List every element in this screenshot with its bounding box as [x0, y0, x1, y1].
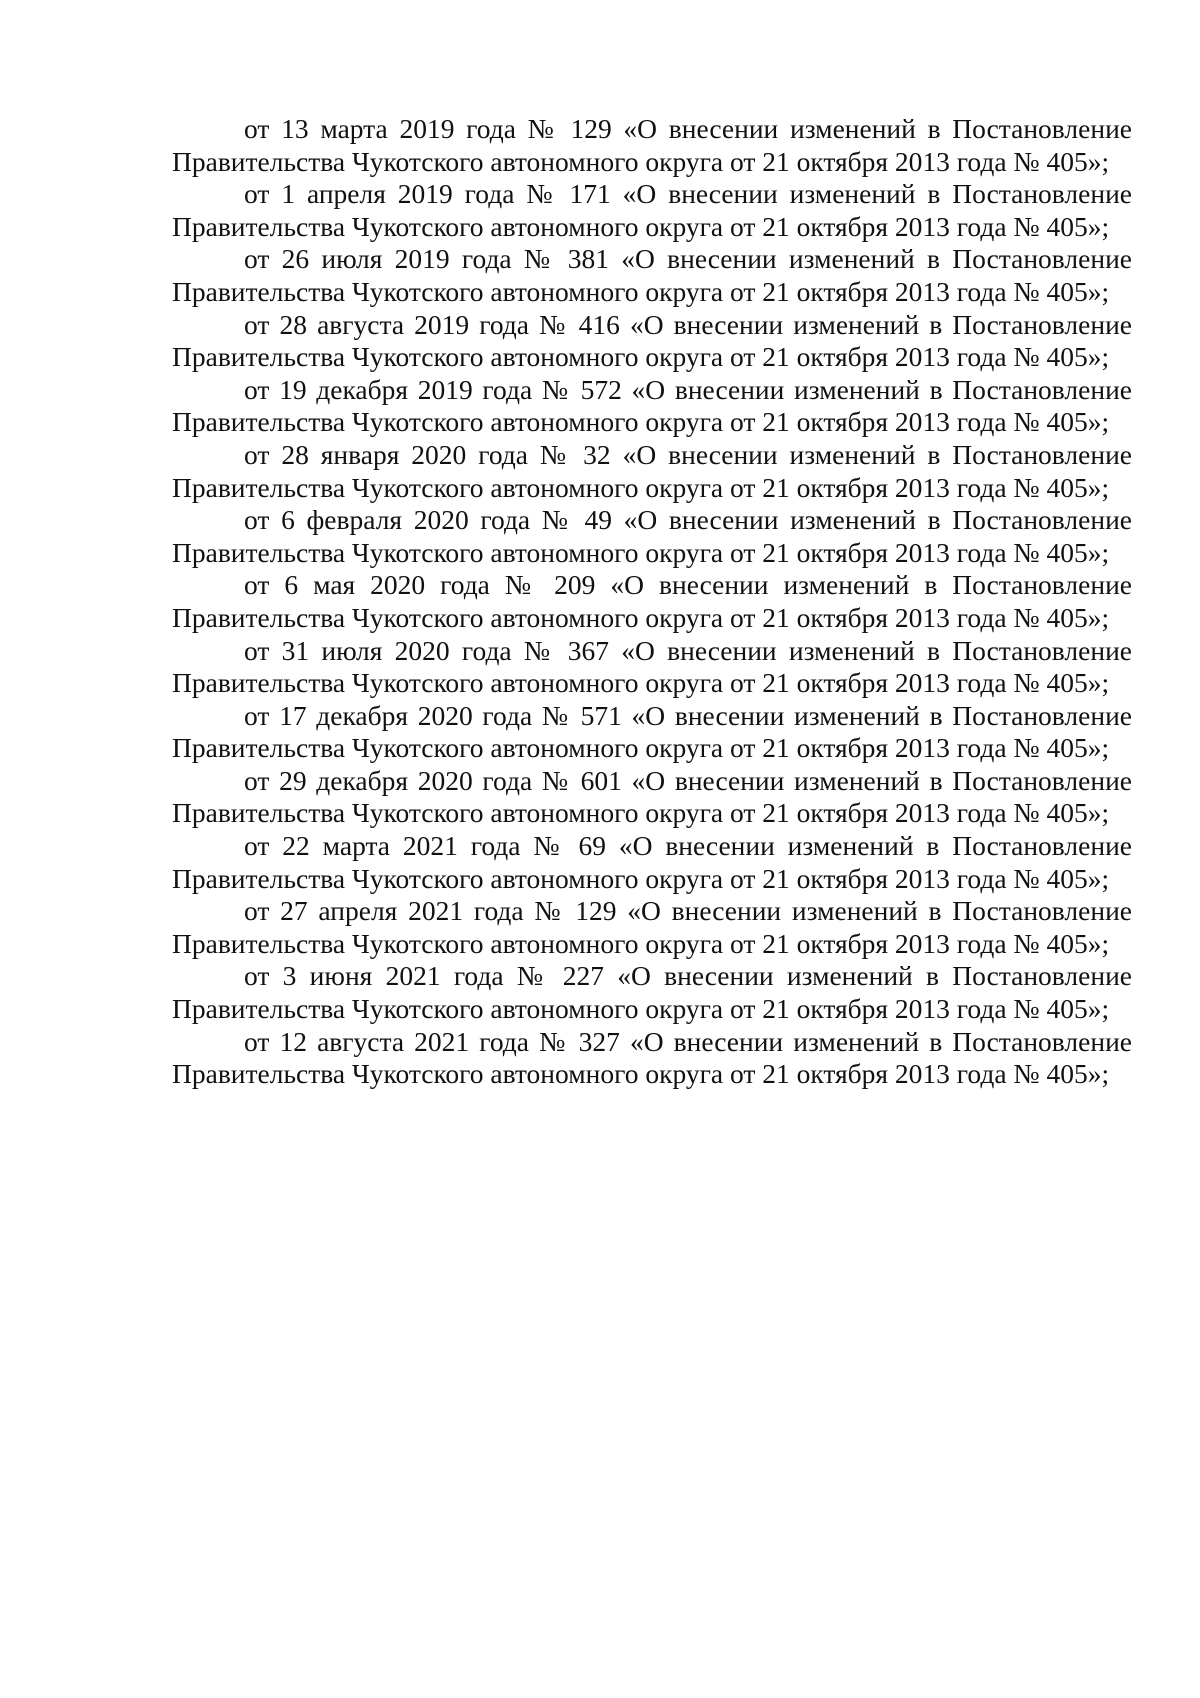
- list-item: от 28 января 2020 года № 32 «О внесении изменений в Постановление Правительства Чукотского автономного округа от 21 октября 2013 года № 405»;: [172, 438, 1132, 503]
- list-item: от 3 июня 2021 года № 227 «О внесении изменений в Постановление Правительства Чукотского автономного округа от 21 октября 2013 года № 405»;: [172, 960, 1132, 1025]
- list-item: от 1 апреля 2019 года № 171 «О внесении изменений в Постановление Правительства Чукотского автономного округа от 21 октября 2013 года № 405»;: [172, 178, 1132, 242]
- list-item: от 27 апреля 2021 года № 129 «О внесении изменений в Постановление Правительства Чукотского автономного округа от 21 октября 2013 года № 405»;: [172, 895, 1132, 959]
- amendments-list: [172, 113, 1132, 1091]
- list-item: от 19 декабря 2019 года № 572 «О внесении изменений в Постановление Правительства Чукотского автономного округа от 21 октября 2013 года № 405»;: [172, 373, 1132, 438]
- list-item: от 6 февраля 2020 года № 49 «О внесении изменений в Постановление Правительства Чукотского автономного округа от 21 октября 2013 года № 405»;: [172, 504, 1132, 568]
- list-item: от 29 декабря 2020 года № 601 «О внесении изменений в Постановление Правительства Чукотского автономного округа от 21 октября 2013 года № 405»;: [172, 764, 1132, 829]
- list-item: от 31 июля 2020 года № 367 «О внесении изменений в Постановление Правительства Чукотского автономного округа от 21 октября 2013 года № 405»;: [172, 634, 1132, 699]
- list-item: от 26 июля 2019 года № 381 «О внесении изменений в Постановление Правительства Чукотского автономного округа от 21 октября 2013 года № 405»;: [172, 243, 1132, 307]
- list-item: от 17 декабря 2020 года № 571 «О внесении изменений в Постановление Правительства Чукотского автономного округа от 21 октября 2013 года № 405»;: [172, 699, 1132, 764]
- list-item: от 28 августа 2019 года № 416 «О внесении изменений в Постановление Правительства Чукотского автономного округа от 21 октября 2013 года № 405»;: [172, 308, 1132, 373]
- list-item: от 13 марта 2019 года № 129 «О внесении изменений в Постановление Правительства Чукотского автономного округа от 21 октября 2013 года № 405»;: [172, 113, 1132, 177]
- list-item: от 12 августа 2021 года № 327 «О внесении изменений в Постановление Правительства Чукотского автономного округа от 21 октября 2013 года № 405»;: [172, 1025, 1132, 1090]
- list-item: от 6 мая 2020 года № 209 «О внесении изменений в Постановление Правительства Чукотского автономного округа от 21 октября 2013 года № 405»;: [172, 569, 1132, 633]
- list-item: от 22 марта 2021 года № 69 «О внесении изменений в Постановление Правительства Чукотского автономного округа от 21 октября 2013 года № 405»;: [172, 830, 1132, 894]
